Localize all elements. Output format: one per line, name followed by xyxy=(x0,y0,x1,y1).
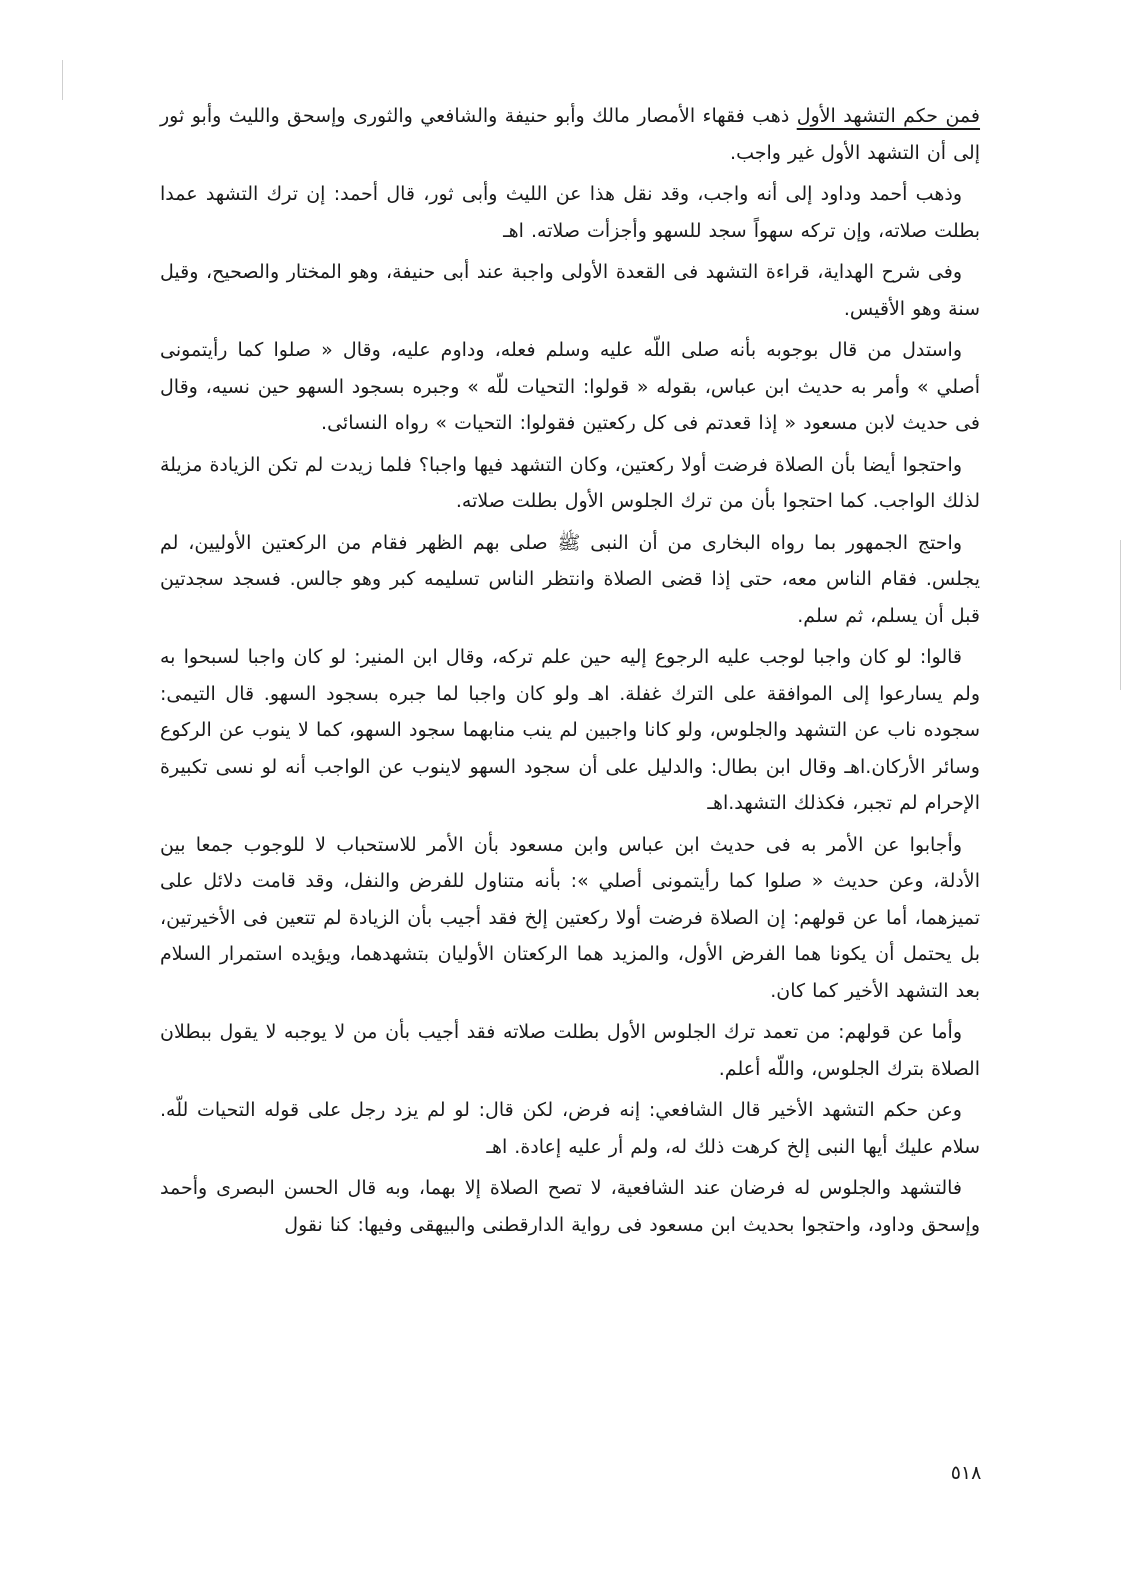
paragraph-2: وذهب أحمد وداود إلى أنه واجب، وقد نقل هذا عن الليث وأبى ثور، قال أحمد: إن ترك التشهد عمدا بطلت صلاته، وإن تركه سهواً سجد للسهو وأجزأت صلاته. اهـ xyxy=(160,183,980,242)
page-number: ٥١٨ xyxy=(950,1462,982,1484)
body-text xyxy=(160,98,980,1248)
paragraph-8: وأجابوا عن الأمر به فى حديث ابن عباس وابن مسعود بأن الأمر للاستحباب لا للوجوب جمعا بين الأدلة، وعن حديث « صلوا كما رأيتمونى أصلي »: بأنه متناول للفرض والنفل، وقد قامت دلائل على تميزهما، أما عن قولهم: إن الصلاة فرضت أولا ركعتين إلخ فقد أجيب بأن الزيادة لم تتعين فى الأخيرتين، بل يحتمل أن يكونا هما الفرض الأول، والمزيد هما الركعتان الأوليان بتشهدهما، ويؤيده استمرار السلام بعد التشهد الأخير كما كان. xyxy=(160,833,980,1002)
paragraph-4: واستدل من قال بوجوبه بأنه صلى اللّه عليه وسلم فعله، وداوم عليه، وقال « صلوا كما رأيتمونى أصلي » وأمر به حديث ابن عباس، بقوله « قولوا: التحيات للّه » وجبره بسجود السهو حين نسيه، وقال فى حديث لابن مسعود « إذا قعدتم فى كل ركعتين فقولوا: التحيات » رواه النسائى. xyxy=(160,339,980,434)
paragraph-7: قالوا: لو كان واجبا لوجب عليه الرجوع إليه حين علم تركه، وقال ابن المنير: لو كان واجبا لسبحوا به ولم يسارعوا إلى الموافقة على الترك غفلة. اهـ ولو كان واجبا لما جبره بسجود السهو. قال التيمى: سجوده ناب عن التشهد والجلوس، ولو كانا واجبين لم ينب منابهما سجود السهو، كما لا ينوب عن الركوع وسائر الأركان.اهـ وقال ابن بطال: والدليل على أن سجود السهو لاينوب عن الواجب أنه لو نسى تكبيرة الإحرام لم تجبر، فكذلك التشهد.اهـ xyxy=(160,646,980,814)
paragraph-1-text: ذهب فقهاء الأمصار مالك وأبو حنيفة والشافعي والثورى وإسحق والليث وأبو ثور إلى أن التشهد الأول غير واجب. xyxy=(160,105,980,164)
paragraph-9: وأما عن قولهم: من تعمد ترك الجلوس الأول بطلت صلاته فقد أجيب بأن من لا يوجبه لا يقول ببطلان الصلاة بترك الجلوس، واللّه أعلم. xyxy=(160,1021,980,1080)
section-heading-first-tashahhud: فمن حكم التشهد الأول xyxy=(796,105,981,127)
paragraph-1 xyxy=(160,98,980,171)
paragraph-11: فالتشهد والجلوس له فرضان عند الشافعية، لا تصح الصلاة إلا بهما، وبه قال الحسن البصرى وأحمد وإسحق وداود، واحتجوا بحديث ابن مسعود فى رواية الدارقطنى والبيهقى وفيها: كنا نقول xyxy=(160,1177,980,1236)
paragraph-3: وفى شرح الهداية، قراءة التشهد فى القعدة الأولى واجبة عند أبى حنيفة، وهو المختار والصحيح، وقيل سنة وهو الأقيس. xyxy=(160,261,980,320)
paragraph-5: واحتجوا أيضا بأن الصلاة فرضت أولا ركعتين، وكان التشهد فيها واجبا؟ فلما زيدت لم تكن الزيادة مزيلة لذلك الواجب. كما احتجوا بأن من ترك الجلوس الأول بطلت صلاته. xyxy=(160,453,980,512)
scan-edge-mark-left xyxy=(62,60,63,100)
paragraph-10: وعن حكم التشهد الأخير قال الشافعي: إنه فرض، لكن قال: لو لم يزد رجل على قوله التحيات للّه. سلام عليك أيها النبى إلخ كرهت ذلك له، ولم أر عليه إعادة. اهـ xyxy=(160,1099,980,1158)
scan-edge-mark-right xyxy=(1120,540,1121,690)
paragraph-6: واحتج الجمهور بما رواه البخارى من أن النبى ﷺ صلى بهم الظهر فقام من الركعتين الأوليين، لم يجلس. فقام الناس معه، حتى إذا قضى الصلاة وانتظر الناس تسليمه كبر وهو جالس. فسجد سجدتين قبل أن يسلم، ثم سلم. xyxy=(160,531,980,627)
